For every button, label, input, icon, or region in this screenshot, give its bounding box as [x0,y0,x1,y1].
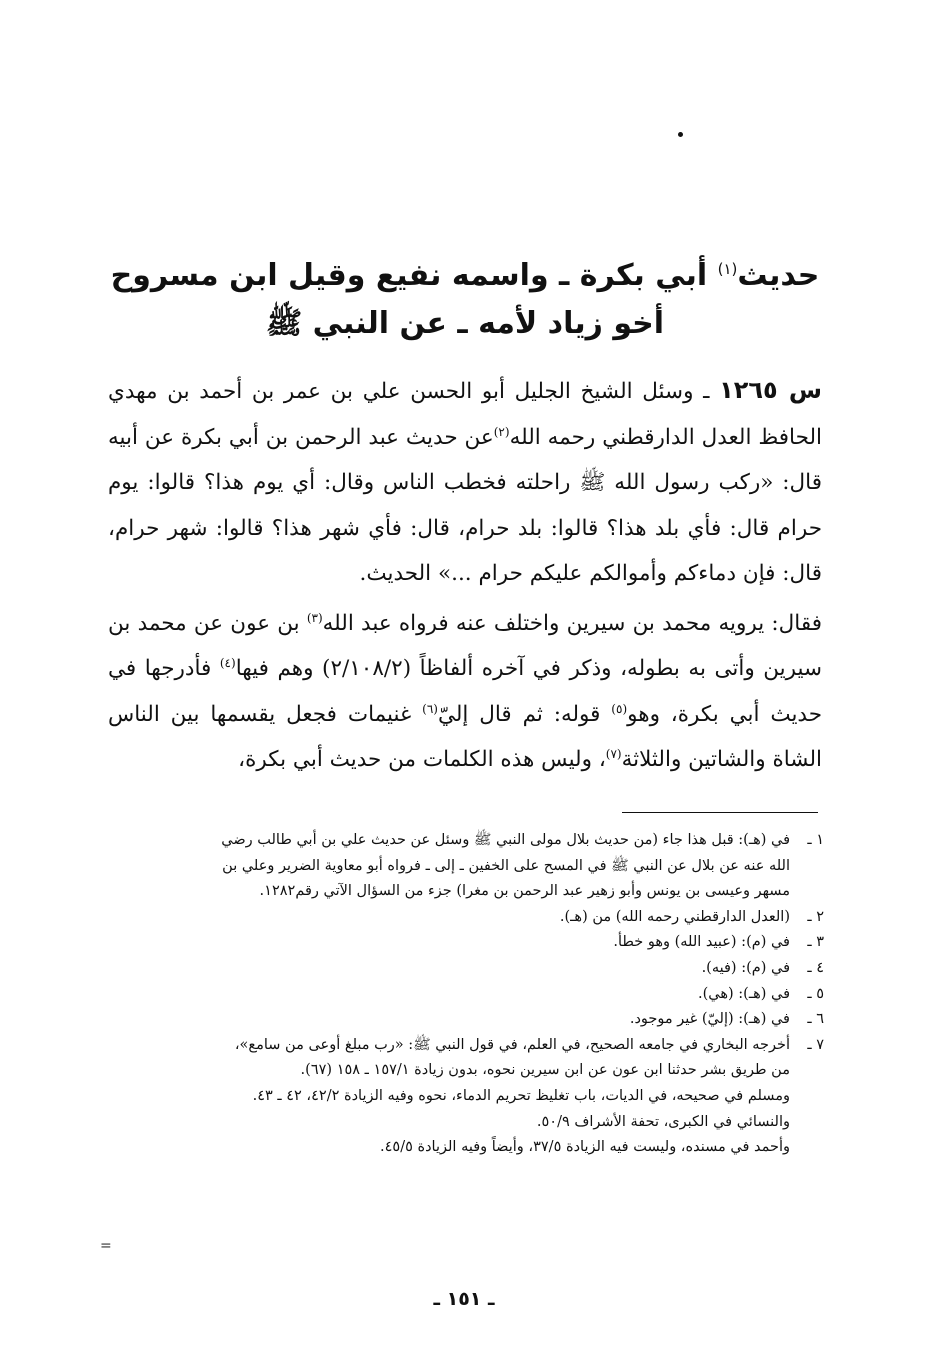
footnote-number: ٥ ـ [807,985,824,1002]
heading-line-2: أخو زياد لأمه ـ عن النبي ﷺ [265,306,665,341]
footnote-number: ١ ـ [807,832,824,848]
footnotes [112,828,824,1161]
margin-mark: = [100,1238,112,1254]
footnote-line: والنسائي في الكبرى، تحفة الأشراف ٥٠/٩. [536,1113,790,1130]
footnote-line: الله عنه عن بلال عن النبي ﷺ في المسح على الخفين ـ إلى ـ فرواه أبو معاوية الضرير وعلي بن [222,857,790,874]
footnote-line: (العدل الدارقطني رحمه الله) من (هـ). [559,908,790,925]
heading-line-1: حديث$^{(١)}$ أبي بكرة ـ واسمه نفيع وقيل ابن مسروح [110,258,820,293]
page-number: ـ ١٥١ ـ [433,1288,495,1310]
footnote-line: في (م): (عبيد الله) وهو خطأ. [613,934,790,951]
footnote-line: في (هـ): قبل هذا جاء (من حديث بلال مولى النبي ﷺ وسئل عن حديث علي بن أبي طالب رضي [221,832,790,848]
answer-paragraph: فقال: يرويه محمد بن سيرين واختلف عنه فرواه عبد الله$^{(٣)}$ بن عون عن محمد بن سيرين وأتى به بطوله، وذكر في آخره ألفاظاً (٢/١٠٨/٢) وهم فيها$^{(٤)}$ فأدرجها في حديث أبي بكرة، وهو$^{(٥)}$ قوله: ثم قال إليّ$^{(٦)}$ غنيمات فجعل يقسمها بين الناس الشاة والشاتين والثلاثة$^{(٧)}$، وليس هذه الكلمات من حديث أبي بكرة، [108,610,823,772]
footnote-ref-2[interactable]: (٢) [493,424,510,439]
footnote-ref-6[interactable]: (٦) [422,701,438,716]
footnote-number: ٢ ـ [807,908,824,925]
footnote-line: في (م): (فيه). [701,959,790,976]
footnote-number: ٤ ـ [807,959,824,976]
footnote-7 [112,1033,824,1161]
footnote-line: مسهر وعيسى بن يونس وأبو زهير عبد الرحمن بن مغرا) جزء من السؤال الآتي رقم١٢٨٢. [259,883,790,900]
footnote-number: ٧ ـ [807,1036,824,1053]
footnote-5 [112,982,824,1008]
question-number: س ١٢٦٥ [719,376,822,404]
footnote-4 [112,956,824,982]
footnote-number: ٣ ـ [807,934,824,951]
footnote-1 [112,828,824,905]
footnote-3 [112,930,824,956]
footnote-line: وأحمد في مسنده، وليست فيه الزيادة ٣٧/٥، وأيضاً وفيه الزيادة ٤٥/٥. [380,1139,790,1156]
footnote-divider [622,812,818,813]
footnote-line: ومسلم في صحيحه، في الديات، باب تغليظ تحريم الدماء، نحوه وفيه الزيادة ٤٢/٢، ٤٢ ـ ٤٣. [252,1087,790,1104]
footnote-ref-7[interactable]: (٧) [605,746,622,761]
footnote-line: في (هـ): (هي). [698,985,790,1002]
main-text [108,368,822,783]
chapter-heading [110,252,820,348]
ink-dot [678,132,683,137]
footnote-ref-3[interactable]: (٣) [306,610,323,625]
footnote-number: ٦ ـ [807,1011,824,1028]
footnote-6 [112,1007,824,1033]
footnote-line: من طريق بشر حدثنا ابن عون عن ابن سيرين نحوه، بدون زيادة ١٥٧/١ ـ ١٥٨ (٦٧). [300,1062,790,1079]
heading-footnote-ref[interactable]: (١) [717,260,738,278]
footnote-ref-4[interactable]: (٤) [219,655,236,670]
footnote-line: أخرجه البخاري في جامعه الصحيح، في العلم، في قول النبي ﷺ: «رب مبلغ أوعى من سامع»، [234,1036,790,1053]
footnote-2 [112,905,824,931]
question-paragraph: س ١٢٦٥ ـ وسئل الشيخ الجليل أبو الحسن علي بن عمر بن أحمد بن مهدي الحافظ العدل الدارقطني رحمه الله$^{(٢)}$عن حديث عبد الرحمن بن أبي بكرة عن أبيه قال: «ركب رسول الله ﷺ راحلته فخطب الناس وقال: أي يوم هذا؟ قالوا: يوم حرام قال: فأي بلد هذا؟ قالوا: بلد حرام، قال: فأي شهر هذا؟ قالوا: شهر حرام، قال: فإن دماءكم وأموالكم عليكم حرام ...» الحديث. [108,376,822,586]
footnote-line: في (هـ): (إليّ) غير موجود. [629,1011,790,1028]
footnote-ref-5[interactable]: (٥) [611,701,628,716]
